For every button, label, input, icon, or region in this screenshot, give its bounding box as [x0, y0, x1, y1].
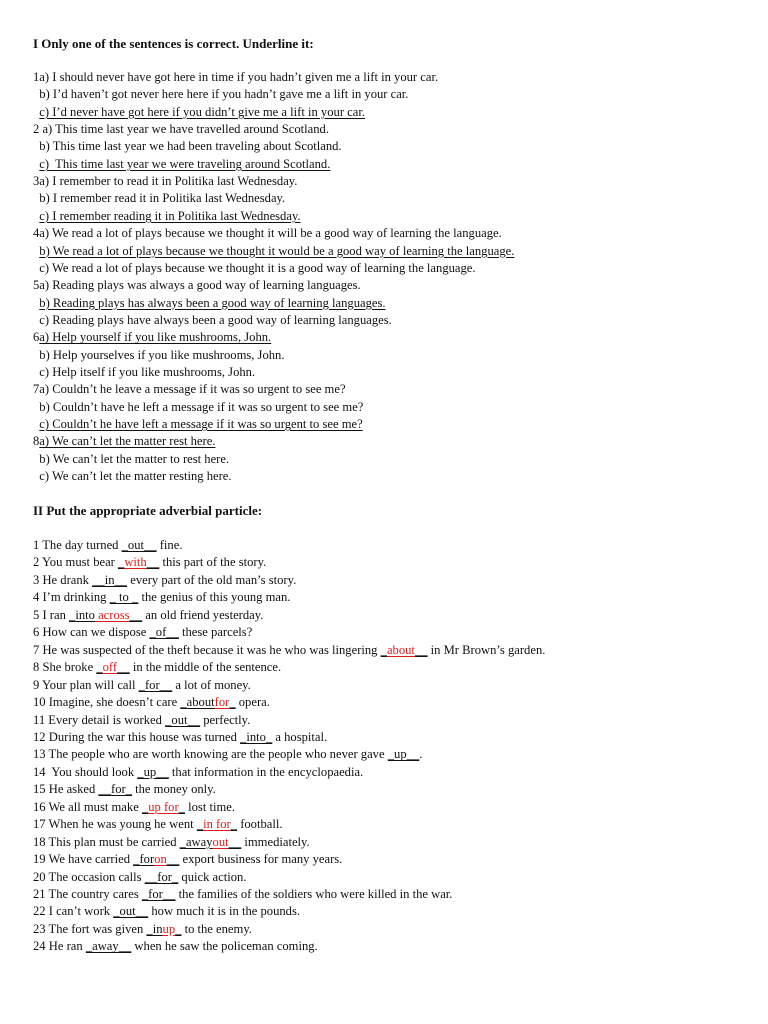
- sentence-text: 14 You should look: [33, 764, 138, 779]
- sentence-text: 18 This plan must be carried: [33, 834, 180, 849]
- exercise-item-row: [33, 624, 252, 641]
- sentence-text: 15 He asked: [33, 782, 99, 797]
- sentence-option-row: [33, 364, 255, 381]
- answer-blank: _: [229, 695, 236, 710]
- sentence-option-row: [33, 277, 361, 294]
- sentence-text: b) I’d haven’t got never here here if you hadn’t gave me a lift in your car.: [33, 87, 409, 102]
- sentence-option-row: [33, 190, 285, 207]
- exercise-item-row: [33, 886, 452, 903]
- underlined-correct-sentence: a) We can’t let the matter rest here.: [39, 434, 216, 449]
- answer-blank: __: [414, 642, 428, 657]
- answer-blank: _: [179, 834, 186, 849]
- sentence-text: 7 He was suspected of the theft because it was he who was lingering: [33, 642, 381, 657]
- sentence-text: 11 Every detail is worked: [33, 712, 166, 727]
- exercise-item-row: [33, 799, 235, 816]
- answer-blank: _out__: [165, 712, 201, 727]
- exercise-item-row: [33, 764, 363, 781]
- sentence-option-row: [33, 416, 363, 433]
- exercise-item-row: [33, 903, 300, 920]
- sentence-text: immediately.: [241, 834, 310, 849]
- corrected-answer: off: [102, 660, 118, 675]
- underlined-correct-sentence: c) This time last year we were traveling around Scotland.: [39, 156, 331, 171]
- exercise-item-row: [33, 851, 342, 868]
- sentence-text: 20 The occasion calls: [33, 869, 145, 884]
- sentence-text: 4 I’m drinking: [33, 590, 110, 605]
- sentence-text: 9 Your plan will call: [33, 677, 139, 692]
- sentence-text: 7a) Couldn’t he leave a message if it was so urgent to see me?: [33, 382, 346, 397]
- corrected-answer: up: [162, 921, 176, 936]
- answer-blank: _: [69, 607, 76, 622]
- answer-blank: __: [166, 852, 180, 867]
- underlined-correct-sentence: b) Reading plays has always been a good way of learning languages.: [39, 295, 386, 310]
- corrected-answer: for: [214, 695, 230, 710]
- sentence-text: when he saw the policeman coming.: [131, 939, 318, 954]
- sentence-text: the genius of this young man.: [138, 590, 291, 605]
- answer-blank: _: [141, 799, 149, 814]
- exercise-item-row: [33, 781, 216, 798]
- sentence-text: 17 When he was young he went: [33, 817, 197, 832]
- exercise-item-row: [33, 869, 246, 886]
- exercise-item-row: [33, 572, 296, 589]
- sentence-option-row: [33, 381, 346, 398]
- underlined-correct-sentence: c) I’d never have got here if you didn’t give me a lift in your car.: [39, 104, 365, 119]
- sentence-option-row: [33, 86, 408, 103]
- struck-out-answer: about: [186, 695, 215, 710]
- exercise-item-row: [33, 677, 251, 694]
- struck-out-answer: away: [185, 834, 213, 849]
- sentence-text: b) Help yourselves if you like mushrooms, John.: [33, 347, 285, 362]
- answer-blank: _into_: [240, 729, 273, 744]
- exercise-item-row: [33, 816, 283, 833]
- sentence-text: 3a) I remember to read it in Politika last Wednesday.: [33, 174, 298, 189]
- answer-blank: _up__: [137, 764, 169, 779]
- answer-blank: __: [146, 555, 160, 570]
- sentence-text: that information in the encyclopaedia.: [168, 764, 364, 779]
- sentence-text: lost time.: [184, 799, 235, 814]
- answer-blank: _: [118, 555, 125, 570]
- exercise-item-row: [33, 589, 290, 606]
- sentence-text: 1 The day turned: [33, 538, 122, 552]
- underlined-correct-sentence: a) Help yourself if you like mushrooms, John.: [39, 330, 272, 345]
- sentence-option-row: [33, 260, 476, 277]
- sentence-text: in the middle of the sentence.: [129, 660, 282, 675]
- sentence-text: 3 He drank: [33, 572, 93, 587]
- sentence-text: .: [419, 747, 423, 762]
- section-1-title: I Only one of the sentences is correct. Underline it:: [33, 36, 314, 51]
- corrected-answer: about: [386, 642, 415, 657]
- sentence-text: 2 a) This time last year we have travelled around Scotland.: [33, 122, 329, 137]
- answer-blank: _: [380, 642, 387, 657]
- sentence-text: these parcels?: [178, 625, 253, 640]
- answer-blank: _: [146, 921, 153, 936]
- exercise-item-row: [33, 537, 182, 554]
- sentence-text: the families of the soldiers who were killed in the war.: [175, 887, 453, 901]
- sentence-option-row: [33, 69, 438, 86]
- sentence-text: the money only.: [131, 782, 216, 797]
- underlined-correct-sentence: c) Couldn’t he have left a message if it was so urgent to see me?: [39, 417, 363, 431]
- sentence-text: 12 During the war this house was turned: [33, 729, 241, 744]
- sentence-text: perfectly.: [200, 712, 251, 727]
- sentence-text: in Mr Brown’s garden.: [427, 642, 546, 657]
- answer-blank: _for__: [138, 677, 173, 692]
- sentence-text: 1a) I should never have got here in time if you hadn’t given me a lift in your car.: [33, 70, 439, 84]
- answer-blank: __for_: [98, 782, 132, 797]
- sentence-text: c) Help itself if you like mushrooms, John.: [33, 364, 256, 379]
- sentence-option-row: [33, 399, 363, 416]
- answer-blank: __: [228, 834, 242, 849]
- sentence-text: export business for many years.: [179, 852, 343, 867]
- sentence-text: quick action.: [178, 869, 247, 884]
- sentence-text: 8: [33, 434, 40, 449]
- sentence-option-row: [33, 312, 392, 329]
- answer-blank: __: [117, 660, 130, 675]
- answer-blank: _for__: [141, 887, 176, 901]
- corrected-answer: up for: [148, 799, 179, 814]
- exercise-item-row: [33, 938, 318, 955]
- sentence-text: 24 He ran: [33, 939, 86, 954]
- sentence-text: 19 We have carried: [33, 852, 134, 867]
- sentence-option-row: [33, 138, 342, 155]
- sentence-option-row: [33, 329, 271, 346]
- sentence-text: c) We can’t let the matter resting here.: [33, 469, 232, 484]
- corrected-answer: across: [94, 607, 130, 622]
- sentence-text: a hospital.: [272, 729, 328, 744]
- sentence-text: 6: [33, 330, 40, 345]
- answer-blank: _: [175, 921, 182, 936]
- answer-blank: _: [196, 817, 204, 832]
- sentence-option-row: [33, 347, 285, 364]
- sentence-text: an old friend yesterday.: [142, 607, 264, 622]
- exercise-item-row: [33, 659, 281, 676]
- answer-blank: _: [230, 817, 238, 832]
- sentence-text: 16 We all must make: [33, 799, 142, 814]
- sentence-text: to the enemy.: [181, 921, 252, 936]
- sentence-text: football.: [237, 817, 283, 832]
- exercise-item-row: [33, 921, 252, 938]
- answer-blank: _ to _: [109, 590, 139, 605]
- sentence-text: b) I remember read it in Politika last Wednesday.: [33, 191, 286, 206]
- sentence-text: how much it is in the pounds.: [148, 904, 301, 919]
- answer-blank: _out__: [113, 904, 149, 919]
- answer-blank: _out__: [121, 538, 157, 552]
- exercise-item-row: [33, 642, 545, 659]
- sentence-text: b) We can’t let the matter to rest here.: [33, 451, 230, 466]
- corrected-answer: on: [154, 852, 167, 867]
- sentence-text: 21 The country cares: [33, 887, 142, 901]
- sentence-text: b) Couldn’t have he left a message if it was so urgent to see me?: [33, 399, 364, 414]
- sentence-option-row: [33, 156, 330, 173]
- sentence-option-row: [33, 173, 297, 190]
- struck-out-answer: into: [75, 607, 95, 622]
- sentence-option-row: [33, 433, 215, 450]
- struck-out-answer: for: [139, 852, 155, 867]
- answer-blank: _away__: [85, 939, 132, 954]
- answer-blank: _: [178, 799, 185, 814]
- corrected-answer: in for: [203, 817, 231, 832]
- exercise-item-row: [33, 554, 266, 571]
- answer-blank: _: [180, 695, 187, 710]
- sentence-text: 4a) We read a lot of plays because we thought it will be a good way of learning the language.: [33, 226, 502, 241]
- exercise-item-row: [33, 746, 422, 763]
- sentence-text: opera.: [235, 695, 270, 710]
- exercise-item-row: [33, 729, 327, 746]
- sentence-option-row: [33, 295, 386, 312]
- sentence-text: this part of the story.: [159, 555, 267, 570]
- sentence-text: 22 I can’t work: [33, 904, 114, 919]
- section-2-title: II Put the appropriate adverbial particle:: [33, 503, 263, 518]
- sentence-option-row: [33, 121, 329, 138]
- sentence-option-row: [33, 104, 365, 121]
- exercise-item-row: [33, 834, 310, 851]
- sentence-text: a lot of money.: [172, 677, 251, 692]
- sentence-option-row: [33, 243, 514, 260]
- answer-blank: __: [129, 607, 143, 622]
- sentence-text: c) We read a lot of plays because we thought it is a good way of learning the language.: [33, 260, 476, 275]
- exercise-item-row: [33, 694, 270, 711]
- sentence-text: b) This time last year we had been traveling about Scotland.: [33, 139, 342, 154]
- answer-blank: __in__: [92, 572, 128, 587]
- corrected-answer: with: [124, 555, 147, 570]
- underlined-correct-sentence: b) We read a lot of plays because we thought it would be a good way of learning the language.: [39, 243, 515, 258]
- answer-blank: _of__: [149, 625, 179, 640]
- answer-blank: _up__: [387, 747, 420, 762]
- sentence-text: 23 The fort was given: [33, 921, 147, 936]
- corrected-answer: out: [212, 834, 229, 849]
- sentence-text: 2 You must bear: [33, 555, 119, 570]
- sentence-text: c) Reading plays have always been a good way of learning languages.: [33, 312, 392, 327]
- sentence-option-row: [33, 225, 502, 242]
- exercise-item-row: [33, 712, 250, 729]
- sentence-text: 13 The people who are worth knowing are the people who never gave: [33, 747, 388, 762]
- answer-blank: _: [133, 852, 140, 867]
- struck-out-answer: in: [152, 921, 163, 936]
- sentence-text: 5 I ran: [33, 607, 70, 622]
- sentence-text: 10 Imagine, she doesn’t care: [33, 695, 181, 710]
- sentence-text: fine.: [156, 538, 183, 552]
- exercise-item-row: [33, 607, 263, 624]
- sentence-text: 8 She broke: [33, 660, 97, 675]
- sentence-option-row: [33, 208, 301, 225]
- underlined-correct-sentence: c) I remember reading it in Politika last Wednesday.: [39, 208, 301, 223]
- sentence-text: every part of the old man’s story.: [127, 572, 297, 587]
- sentence-option-row: [33, 451, 229, 468]
- answer-blank: __for_: [144, 869, 179, 884]
- sentence-text: 5a) Reading plays was always a good way of learning languages.: [33, 278, 361, 293]
- answer-blank: _: [96, 660, 103, 675]
- sentence-option-row: [33, 468, 232, 485]
- sentence-text: 6 How can we dispose: [33, 625, 150, 640]
